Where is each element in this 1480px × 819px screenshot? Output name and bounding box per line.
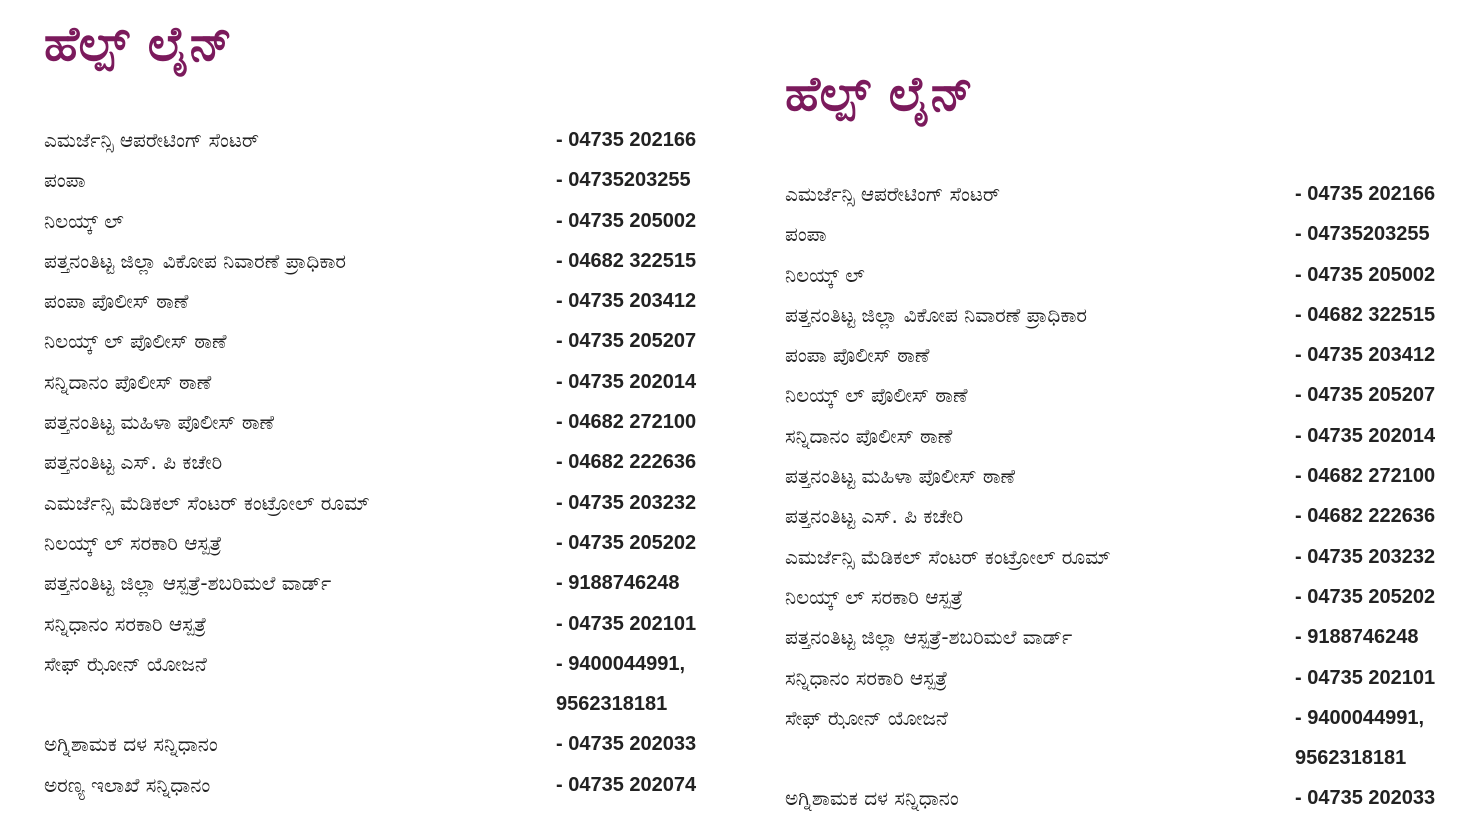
- helpline-name: ಸೇಫ್ ಝೋನ್ ಯೋಜನೆ: [44, 651, 207, 676]
- helpline-name: ಪತ್ತನಂತಿಟ್ಟ ಎಸ್. ಪಿ ಕಚೇರಿ: [785, 504, 964, 529]
- helpline-name: ಎಮರ್ಜೆನ್ಸಿ ಮೆಡಿಕಲ್ ಸೆಂಟರ್ ಕಂಟ್ರೋಲ್ ರೂಮ್: [44, 490, 370, 515]
- helpline-number: - 04735 205002: [556, 209, 697, 232]
- helpline-name: ಪಂಪಾ ಪೊಲೀಸ್ ಠಾಣೆ: [44, 289, 189, 314]
- helpline-name: ಸನ್ನಿಧಾನಂ ಸರಕಾರಿ ಆಸ್ಪತ್ರೆ: [785, 665, 948, 690]
- helpline-row: [44, 402, 724, 442]
- helpline-list: [785, 174, 1465, 819]
- helpline-name: ನಿಲಯ್ಕ್ ಲ್ ಸರಕಾರಿ ಆಸ್ಪತ್ರೆ: [785, 584, 963, 609]
- helpline-name: ಪತ್ತನಂತಿಟ್ಟ ಎಸ್. ಪಿ ಕಚೇರಿ: [44, 450, 223, 475]
- helpline-row: [785, 658, 1465, 698]
- helpline-row: [44, 281, 724, 321]
- helpline-row: [44, 483, 724, 523]
- helpline-number: - 04735203255: [556, 169, 691, 192]
- helpline-number: - 04735 202014: [556, 370, 697, 393]
- helpline-number: - 04735 205207: [1295, 384, 1436, 407]
- helpline-number: - 04735 202166: [1295, 183, 1436, 205]
- helpline-row: [785, 537, 1465, 577]
- helpline-name: ನಿಲಯ್ಕ್ ಲ್: [785, 262, 865, 287]
- helpline-number: - 04735 202101: [1295, 666, 1436, 689]
- helpline-number: - 04735 202033: [556, 733, 697, 756]
- helpline-name: ನಿಲಯ್ಕ್ ಲ್ ಪೊಲೀಸ್ ಠಾಣೆ: [44, 329, 227, 354]
- helpline-row: [785, 375, 1465, 415]
- helpline-name: ಸನ್ನಿದಾನಂ ಪೊಲೀಸ್ ಠಾಣೆ: [785, 423, 953, 448]
- helpline-number: - 9400044991, 9562318181: [556, 652, 686, 716]
- helpline-number: - 04735 203232: [556, 491, 697, 514]
- helpline-number: - 04735 205202: [1295, 585, 1436, 608]
- helpline-name: ಅಗ್ನಿಶಾಮಕ ದಳ ಸನ್ನಿಧಾನಂ: [785, 786, 959, 811]
- helpline-name: ಸೇಫ್ ಝೋನ್ ಯೋಜನೆ: [785, 705, 948, 730]
- helpline-number: - 04682 272100: [1295, 465, 1436, 488]
- helpline-list: [44, 120, 724, 805]
- helpline-number: - 04735 202033: [1295, 787, 1436, 810]
- helpline-name: ಪತ್ತನಂತಿಟ್ಟ ಜಿಲ್ಲಾ ವಿಕೋಪ ನಿವಾರಣೆ ಪ್ರಾಧಿಕಾರ: [785, 302, 1087, 327]
- helpline-row: [785, 496, 1465, 536]
- helpline-row: [785, 174, 1465, 214]
- helpline-name: ಎಮರ್ಜೆನ್ಸಿ ಆಪರೇಟಿಂಗ್ ಸೆಂಟರ್: [785, 182, 1000, 206]
- helpline-row: [44, 523, 724, 563]
- helpline-number: - 04735 205207: [556, 330, 697, 353]
- helpline-name: ಪತ್ತನಂತಿಟ್ಟ ಜಿಲ್ಲಾ ವಿಕೋಪ ನಿವಾರಣೆ ಪ್ರಾಧಿಕಾರ: [44, 248, 346, 273]
- helpline-number: - 04682 322515: [1295, 303, 1436, 326]
- helpline-row: [785, 295, 1465, 335]
- helpline-row: [44, 120, 724, 160]
- helpline-name: ಪತ್ತನಂತಿಟ್ಟ ಮಹಿಳಾ ಪೊಲೀಸ್ ಠಾಣೆ: [44, 410, 275, 435]
- helpline-number: - 9188746248: [1295, 626, 1419, 649]
- helpline-row: [44, 160, 724, 200]
- helpline-row: [785, 255, 1465, 295]
- helpline-name: ಪಂಪಾ ಪೊಲೀಸ್ ಠಾಣೆ: [785, 343, 930, 368]
- helpline-name: ಸನ್ನಿದಾನಂ ಪೊಲೀಸ್ ಠಾಣೆ: [44, 369, 212, 394]
- helpline-number: - 04682 222636: [1295, 505, 1436, 528]
- helpline-number: - 04682 222636: [556, 451, 697, 474]
- helpline-row: [44, 604, 724, 644]
- helpline-row: [44, 765, 724, 805]
- helpline-row: [785, 335, 1465, 375]
- helpline-row: [785, 456, 1465, 496]
- helpline-row: [44, 724, 724, 764]
- helpline-name: ಪತ್ತನಂತಿಟ್ಟ ಜಿಲ್ಲಾ ಆಸ್ಪತ್ರೆ-ಶಬರಿಮಲೆ ವಾರ್ಡ್: [785, 625, 1073, 650]
- helpline-number: - 04735 202074: [556, 773, 697, 796]
- helpline-name: ಅಗ್ನಿಶಾಮಕ ದಳ ಸನ್ನಿಧಾನಂ: [44, 732, 218, 757]
- helpline-name: ಪತ್ತನಂತಿಟ್ಟ ಜಿಲ್ಲಾ ಆಸ್ಪತ್ರೆ-ಶಬರಿಮಲೆ ವಾರ್ಡ್: [44, 571, 332, 596]
- helpline-panel-left: [44, 12, 724, 805]
- helpline-name: ಎಮರ್ಜೆನ್ಸಿ ಆಪರೇಟಿಂಗ್ ಸೆಂಟರ್: [44, 128, 259, 152]
- helpline-name: ಎಮರ್ಜೆನ್ಸಿ ಮೆಡಿಕಲ್ ಸೆಂಟರ್ ಕಂಟ್ರೋಲ್ ರೂಮ್: [785, 544, 1111, 569]
- helpline-number: - 9188746248: [556, 572, 680, 595]
- helpline-number: - 04735 203232: [1295, 545, 1436, 568]
- helpline-number: - 04735 202101: [556, 612, 697, 635]
- page-title: ಹೆಲ್ಪ್ ಲೈನ್: [44, 16, 234, 72]
- helpline-row: [44, 362, 724, 402]
- helpline-row: [785, 698, 1465, 779]
- helpline-name: ನಿಲಯ್ಕ್ ಲ್: [44, 208, 124, 233]
- page-title: ಹೆಲ್ಪ್ ಲೈನ್: [785, 66, 975, 122]
- helpline-number: - 04735 202014: [1295, 424, 1436, 447]
- helpline-name: ನಿಲಯ್ಕ್ ಲ್ ಸರಕಾರಿ ಆಸ್ಪತ್ರೆ: [44, 530, 222, 555]
- helpline-name: ಪತ್ತನಂತಿಟ್ಟ ಮಹಿಳಾ ಪೊಲೀಸ್ ಠಾಣೆ: [785, 464, 1016, 489]
- helpline-number: - 9400044991, 9562318181: [1295, 706, 1425, 770]
- helpline-name: ಸನ್ನಿಧಾನಂ ಸರಕಾರಿ ಆಸ್ಪತ್ರೆ: [44, 611, 207, 636]
- helpline-row: [785, 577, 1465, 617]
- helpline-row: [785, 617, 1465, 657]
- helpline-row: [785, 416, 1465, 456]
- helpline-number: - 04682 272100: [556, 411, 697, 434]
- helpline-name: ನಿಲಯ್ಕ್ ಲ್ ಪೊಲೀಸ್ ಠಾಣೆ: [785, 383, 968, 408]
- helpline-row: [44, 563, 724, 603]
- helpline-number: - 04735 203412: [1295, 344, 1436, 367]
- helpline-row: [785, 214, 1465, 254]
- helpline-number: - 04735 202166: [556, 129, 697, 151]
- helpline-row: [44, 201, 724, 241]
- helpline-panel-right: [785, 62, 1465, 819]
- helpline-row: [44, 321, 724, 361]
- helpline-row: [785, 778, 1465, 818]
- helpline-name: ಅರಣ್ಯ ಇಲಾಖೆ ಸನ್ನಿಧಾನಂ: [44, 772, 211, 797]
- helpline-number: - 04682 322515: [556, 249, 697, 272]
- helpline-number: - 04735203255: [1295, 223, 1430, 246]
- helpline-name: ಪಂಪಾ: [785, 222, 827, 247]
- helpline-number: - 04735 205002: [1295, 263, 1436, 286]
- helpline-row: [44, 241, 724, 281]
- helpline-row: [44, 442, 724, 482]
- helpline-number: - 04735 205202: [556, 531, 697, 554]
- helpline-name: ಪಂಪಾ: [44, 168, 86, 193]
- helpline-row: [44, 644, 724, 725]
- helpline-number: - 04735 203412: [556, 290, 697, 313]
